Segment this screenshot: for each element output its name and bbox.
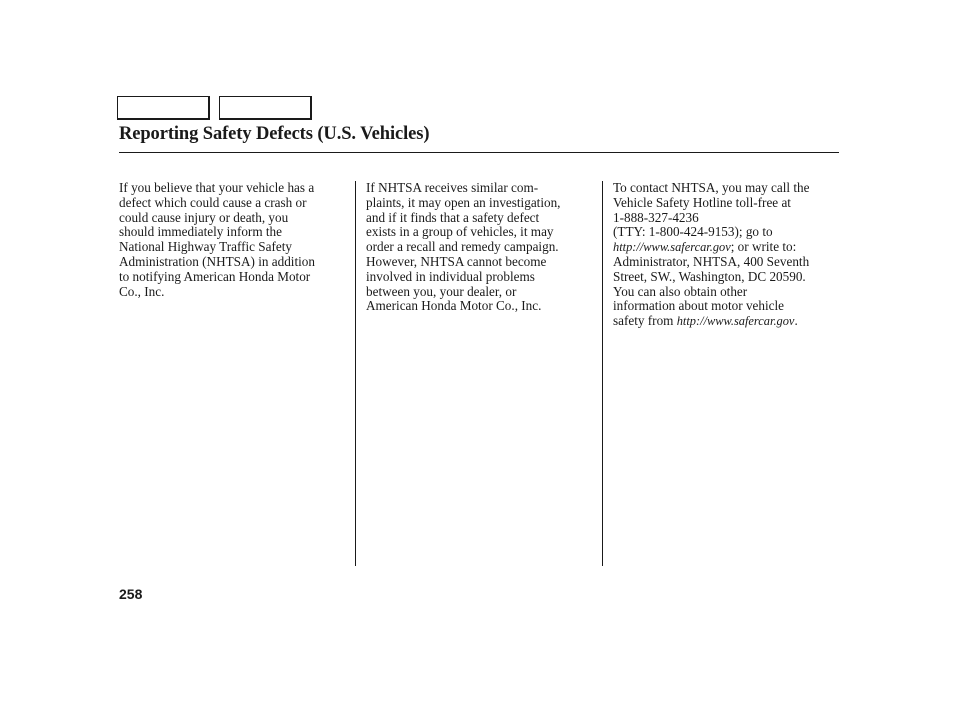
text-line: plaints, it may open an investigation, [366,194,561,210]
text-line: exists in a group of vehicles, it may [366,224,554,240]
nav-button-index[interactable] [219,96,312,120]
text-line: If NHTSA receives similar com- [366,180,539,195]
text-fragment: safety from [613,313,677,329]
text-line: to notifying American Honda Motor [119,268,311,284]
text-line [613,240,841,255]
text-line: If you believe that your vehicle has a [119,180,315,195]
text-line: (TTY: 1-800-424-9153); go to [613,224,773,240]
page-title: Reporting Safety Defects (U.S. Vehicles) [119,124,430,144]
nav-button-main-menu[interactable] [117,96,210,120]
text-line: Street, SW., Washington, DC 20590. [613,268,806,284]
text-line: You can also obtain other [613,283,748,299]
text-line: To contact NHTSA, you may call the [613,180,810,195]
column-divider [355,181,356,566]
text-line: Administrator, NHTSA, 400 Seventh [613,253,810,269]
text-line: National Highway Traffic Safety [119,239,292,255]
text-line: defect which could cause a crash or [119,194,307,210]
text-line: Administration (NHTSA) in addition [119,253,315,269]
text-line: information about motor vehicle [613,298,785,314]
text-line: American Honda Motor Co., Inc. [366,298,542,314]
text-line: and if it finds that a safety defect [366,209,540,225]
safercar-link[interactable]: http://www.safercar.gov [676,314,795,329]
text-line: However, NHTSA cannot become [366,253,547,269]
text-fragment: . [794,313,798,329]
text-column-1 [119,181,347,299]
text-column-3 [613,181,841,329]
text-line: Co., Inc. [119,283,165,299]
text-line: between you, your dealer, or [366,283,517,299]
text-line: involved in individual problems [366,268,535,284]
text-line: order a recall and remedy campaign. [366,239,559,255]
text-line: should immediately inform the [119,224,282,240]
column-divider [602,181,603,566]
safercar-link[interactable]: http://www.safercar.gov [613,240,731,255]
hotline-number: 1-888-327-4236 [613,209,699,225]
text-line: Vehicle Safety Hotline toll-free at [613,194,791,210]
title-underline [119,152,839,153]
text-fragment: ; or write to: [730,239,797,255]
text-line: could cause injury or death, you [119,209,289,225]
text-line [613,314,841,329]
text-column-2 [366,181,594,314]
page-number: 258 [119,586,143,602]
